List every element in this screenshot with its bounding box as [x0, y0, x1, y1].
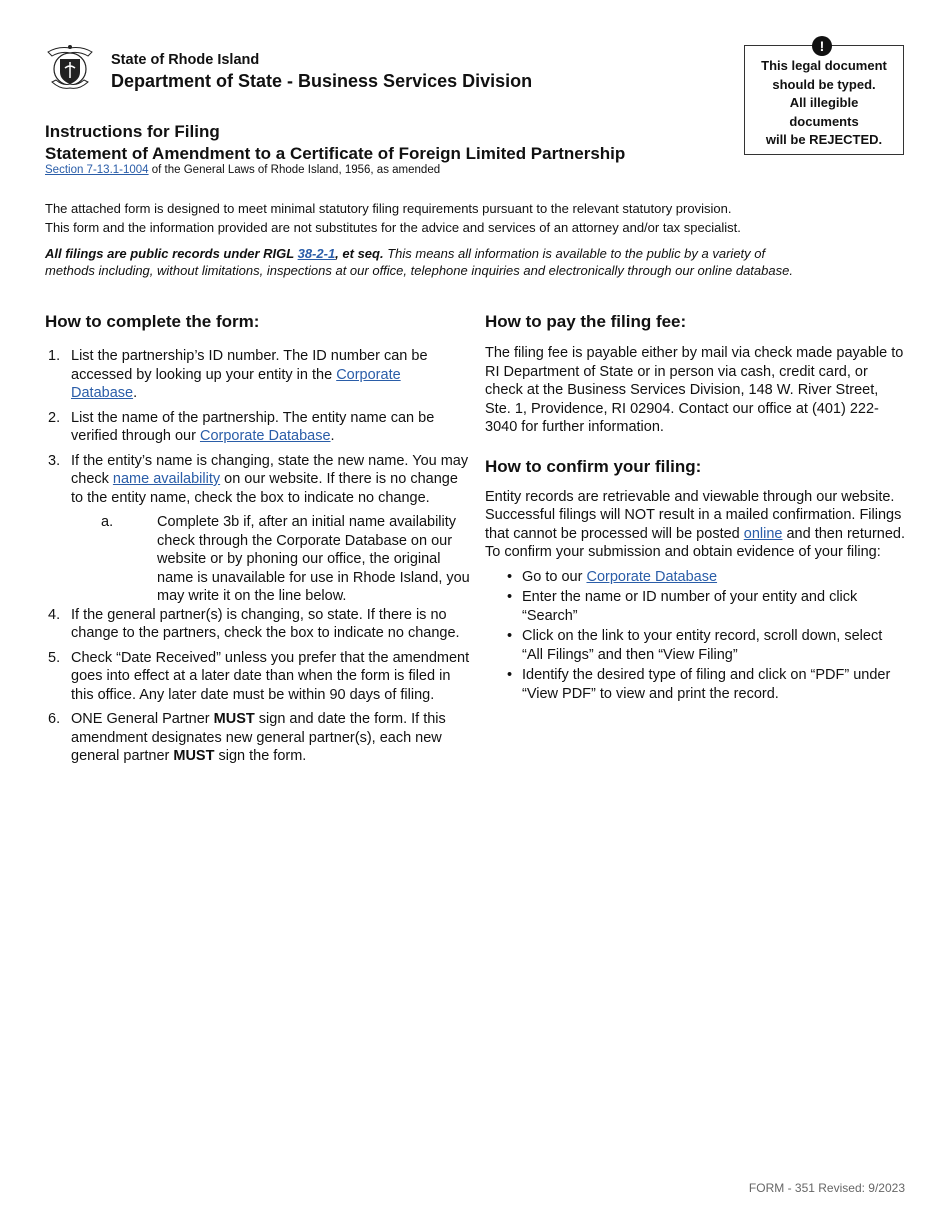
- list-item: 2. List the name of the partnership. The entity name can be verified through our Corporate Database.: [48, 409, 435, 444]
- corporate-database-link[interactable]: Corporate Database: [71, 366, 401, 401]
- list-item: 1. List the partnership’s ID number. The ID number can be accessed by looking up your entity in the Corporate Database.: [48, 348, 428, 401]
- typed-document-warning: [744, 45, 904, 155]
- department-name: Department of State - Business Services Division: [111, 71, 533, 91]
- name-availability-link[interactable]: name availability: [112, 471, 221, 487]
- list-item: • Enter the name or ID number of your entity and click “Search”: [507, 589, 858, 624]
- list-item: 5. Check “Date Received” unless you prefer that the amendment goes into effect at a later date than when the form is filed in this office. Any later date must be within 90 days of filing.: [48, 649, 470, 703]
- corporate-database-link[interactable]: Corporate Database: [586, 568, 718, 585]
- sub-list-item: a. Complete 3b if, after an initial name availability check through the Corporate Database on our website or by phoning our office, the original name is unavailable for use in Rhode Island, you may write it on the line below.: [101, 514, 470, 604]
- warning-line: should be typed.: [772, 76, 876, 92]
- list-item: • Click on the link to your entity record, scroll down, select “All Filings” and then “View Filing”: [507, 628, 883, 663]
- pay-paragraph: The filing fee is payable either by mail via check made payable to RI Department of State or in person via cash, credit card, or check at the Business Services Division, 148 W. River Street, Ste. 1, Providence, RI 02904. Contact our office at (401) 222-3040 for further information.: [485, 345, 904, 435]
- corporate-database-link[interactable]: Corporate Database: [199, 428, 331, 444]
- warning-line: will be REJECTED.: [765, 132, 883, 147]
- rigl-link[interactable]: 38-2-1: [297, 246, 336, 261]
- warning-line: All illegible: [789, 95, 859, 110]
- payment-confirmation-section: [485, 312, 905, 705]
- public-records-notice: All filings are public records under RIGL 38-2-1, et seq. This means all information is available to the public by a variety of methods including, without limitations, inspections at our office, telephone inquiries and electronically through our online database.: [45, 246, 793, 278]
- state-seal-logo: [44, 42, 96, 94]
- exclamation-icon: !: [812, 36, 832, 56]
- online-link[interactable]: online: [743, 525, 783, 542]
- statute-reference: Section 7-13.1-1004 of the General Laws of Rhode Island, 1956, as amended: [45, 164, 441, 176]
- list-item: • Identify the desired type of filing and click on “PDF” under “View PDF” to view and print the record.: [507, 667, 891, 702]
- form-revision-footer: FORM - 351 Revised: 9/2023: [748, 1181, 905, 1195]
- warning-line: documents: [789, 113, 859, 129]
- confirm-paragraph: Entity records are retrievable and viewable through our website. Successful filings will NOT result in a mailed confirmation. Filings that cannot be processed will be posted online and then returned. To confirm your submission and obtain evidence of your filing:: [485, 488, 905, 560]
- intro-paragraph: The attached form is designed to meet minimal statutory filing requirements pursuant to the relevant statutory provision. This form and the information provided are not substitutes for the advice and services of an attorney and/or tax specialist.: [45, 201, 741, 235]
- list-item: 4. If the general partner(s) is changing, so state. If there is no change to the partners, check the box to indicate no change.: [48, 606, 460, 641]
- instructions-title: Instructions for Filing: [45, 122, 220, 141]
- list-item: 3. If the entity’s name is changing, state the new name. You may check name availability on our website. If there is no change to the entity name, check the box to indicate no change.: [48, 452, 469, 506]
- list-item: 6. ONE General Partner MUST sign and date the form. If this amendment designates new general partner(s), each new general partner MUST sign the form.: [48, 711, 446, 764]
- list-item: • Go to our Corporate Database: [507, 568, 718, 585]
- confirm-heading: How to confirm your filing:: [485, 456, 702, 476]
- complete-form-section: [45, 312, 470, 772]
- pay-heading: How to pay the filing fee:: [485, 312, 687, 331]
- statute-link[interactable]: Section 7-13.1-1004: [45, 164, 149, 176]
- complete-heading: How to complete the form:: [45, 312, 260, 331]
- state-name: State of Rhode Island: [111, 52, 260, 68]
- form-title: Statement of Amendment to a Certificate of Foreign Limited Partnership: [45, 144, 626, 163]
- warning-line: This legal document: [761, 58, 887, 73]
